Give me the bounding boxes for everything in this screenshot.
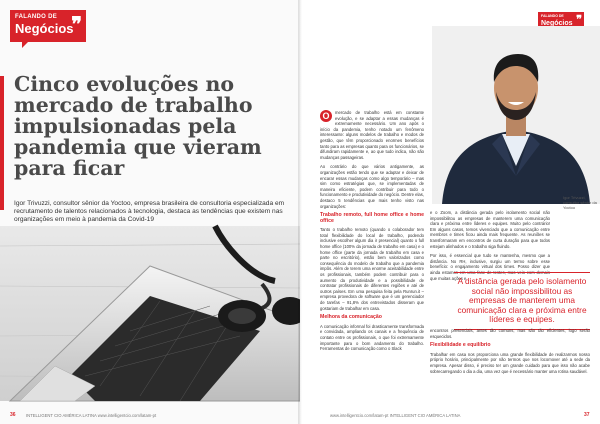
title-accent-bar [0,76,4,210]
col1-paragraph-2: Ao contrário do que vários antigamente, as organizações estão tendo que se adaptar e deixar de encarar essas mudanças como algo temporário – mas sim como estratégias que, se implementadas de maneira eficiente, podem contribuir para todo o funcionamento e produtividade do negócio. Dentre elas, destaco 5 tendências que mais tenho visto nas organizações: [320,164,424,209]
col2-paragraph-2: Por isso, é essencial que tudo se mantenha, mesmo que a distância. No RH, inclusive, surgiu um termo sobre esse benefício: o engajamento virtual dos times. Posso dizer que ainda estamos em uma fase de testes, mas veio com demais que muitas ações e [430,253,550,281]
footer-right: www.intelligentcio.com/latam-pt INTELLIGENT CIO AMÉRICA LATINA [330,413,461,418]
portrait-caption: Igor Trivuzzi, consultor sênior da Yoctoo [563,195,597,210]
quote-icon: ❞ [71,12,82,36]
article-subtitle: Igor Trivuzzi, consultor sênior da Yoctoo, empresa brasileira de consultoria especializada em recrutamento de talentos relacionados à tecnologia, destaca as tendências que existem nas organizações em meio à pandemia da Covid-19 [14,200,285,223]
badge-small-line1: FALANDO DE [541,14,564,18]
footer-left: INTELLIGENT CIO AMÉRICA LATINA www.intelligentcio.com/latam-pt [26,413,157,418]
col1-paragraph-3: Tanto o trabalho remoto (quando o colaborador tem total flexibilidade do local de trabalho, podendo inclusive escolher algum dia ir presencial) quanto o full home office (100% da jornada de trabalho em casa) e o home office (parte da jornada de trabalho em casa e parte no escritório), estão bem valorizados como consequência do modelo de trabalho que a pandemia impôs. Além de terem uma enorme aceitabilidade entre os profissionais, também podem contribuir para o aumento da produtividade e a possibilidade de contratar profissionais de diferentes regiões e até de outros países. Em uma pesquisa feita pela Runrun.it – empresa provedora de software que é um gerenciador de tarefas – 91,8% dos entrevistados disseram que gostariam de trabalhar em casa. [320,227,424,311]
col1-paragraph-4: A comunicação informal foi drasticamente transformada e convidada, ampliando os canais e a frequência de contato entre os profissionais, o que foi extremamente importante para o bom andamento do trabalho. Ferramentas de comunicação como o Slack [320,323,424,352]
col2-paragraph-1: e o Zoom, a distância gerada pelo isolamento social não impossibilitou as empresas de manterem uma comunicação clara e próxima entre líderes e equipes. Muito pelo contrário! Em alguns casos, temos vivenciado que a comunicação entre membros e times ficou ainda mais frequente. As reuniões se transformaram em encontros de curta duração para que todos estejam alinhados e o trabalho siga fluindo. [430,210,550,249]
drop-cap: O [320,110,332,122]
col3-paragraph-1: encontros presenciais, antes tão comuns, mas são tão eficientes, logo serão esquecidos. [430,328,590,339]
laptop-headphones-photo [0,226,300,401]
section-badge [10,10,86,42]
col1-paragraph-1: mercado de trabalho está em constante evolução, e se adaptar a essas mudanças é extremamente necessário. Um ano após o início da pandemia, tenho notado um fenômeno interessante: alguns modelos de trabalho e modos de gestão, que têm proporcionado enormes benefícios tanto para as empresas quanto para os funcionários, se difundiram rapidamente e, ao que tudo indica, não são mudanças passageiras. [320,110,424,160]
paragraph [320,110,424,160]
col3-heading-1: Flexibilidade e equilíbrio [430,342,491,349]
badge-line1: FALANDO DE [15,14,57,20]
col3-paragraph-2: Trabalhar em casa nos proporciona uma grande flexibilidade de realizarmos nosso próprio horário, principalmente por não termos que nos locomover até a sede da empresa. Apesar disso, é preciso ter um grande cuidado para que isso não acabe sobrecarregando o dia a dia, uma vez que é necessário manter uma rotina saudável. [430,351,590,374]
quote-icon-small: ❞ [576,13,582,26]
page-number-left: 36 [10,412,16,418]
column-1 [320,110,424,410]
badge-small-line2: Negócios [541,19,573,27]
column-3 [430,328,590,408]
article-title: Cinco evoluções no mercado de trabalho impulsionadas pela pandemia que vieram para ficar [14,72,262,180]
laptop-illustration [0,226,300,401]
pull-quote: A distância gerada pelo isolamento social não impossibilitou as empresas de manterem uma comunicação clara e próxima entre líderes e equipes. [454,272,590,330]
col1-heading-2: Melhora da comunicação [320,314,382,321]
badge-line2: Negócios [15,21,74,36]
col1-heading-1: Trabalho remoto, full home office e home office [320,212,424,224]
person-illustration [432,26,600,204]
author-portrait [432,26,600,204]
spine-shadow [298,0,302,424]
column-2 [430,210,550,281]
page-number-right: 37 [584,412,590,418]
